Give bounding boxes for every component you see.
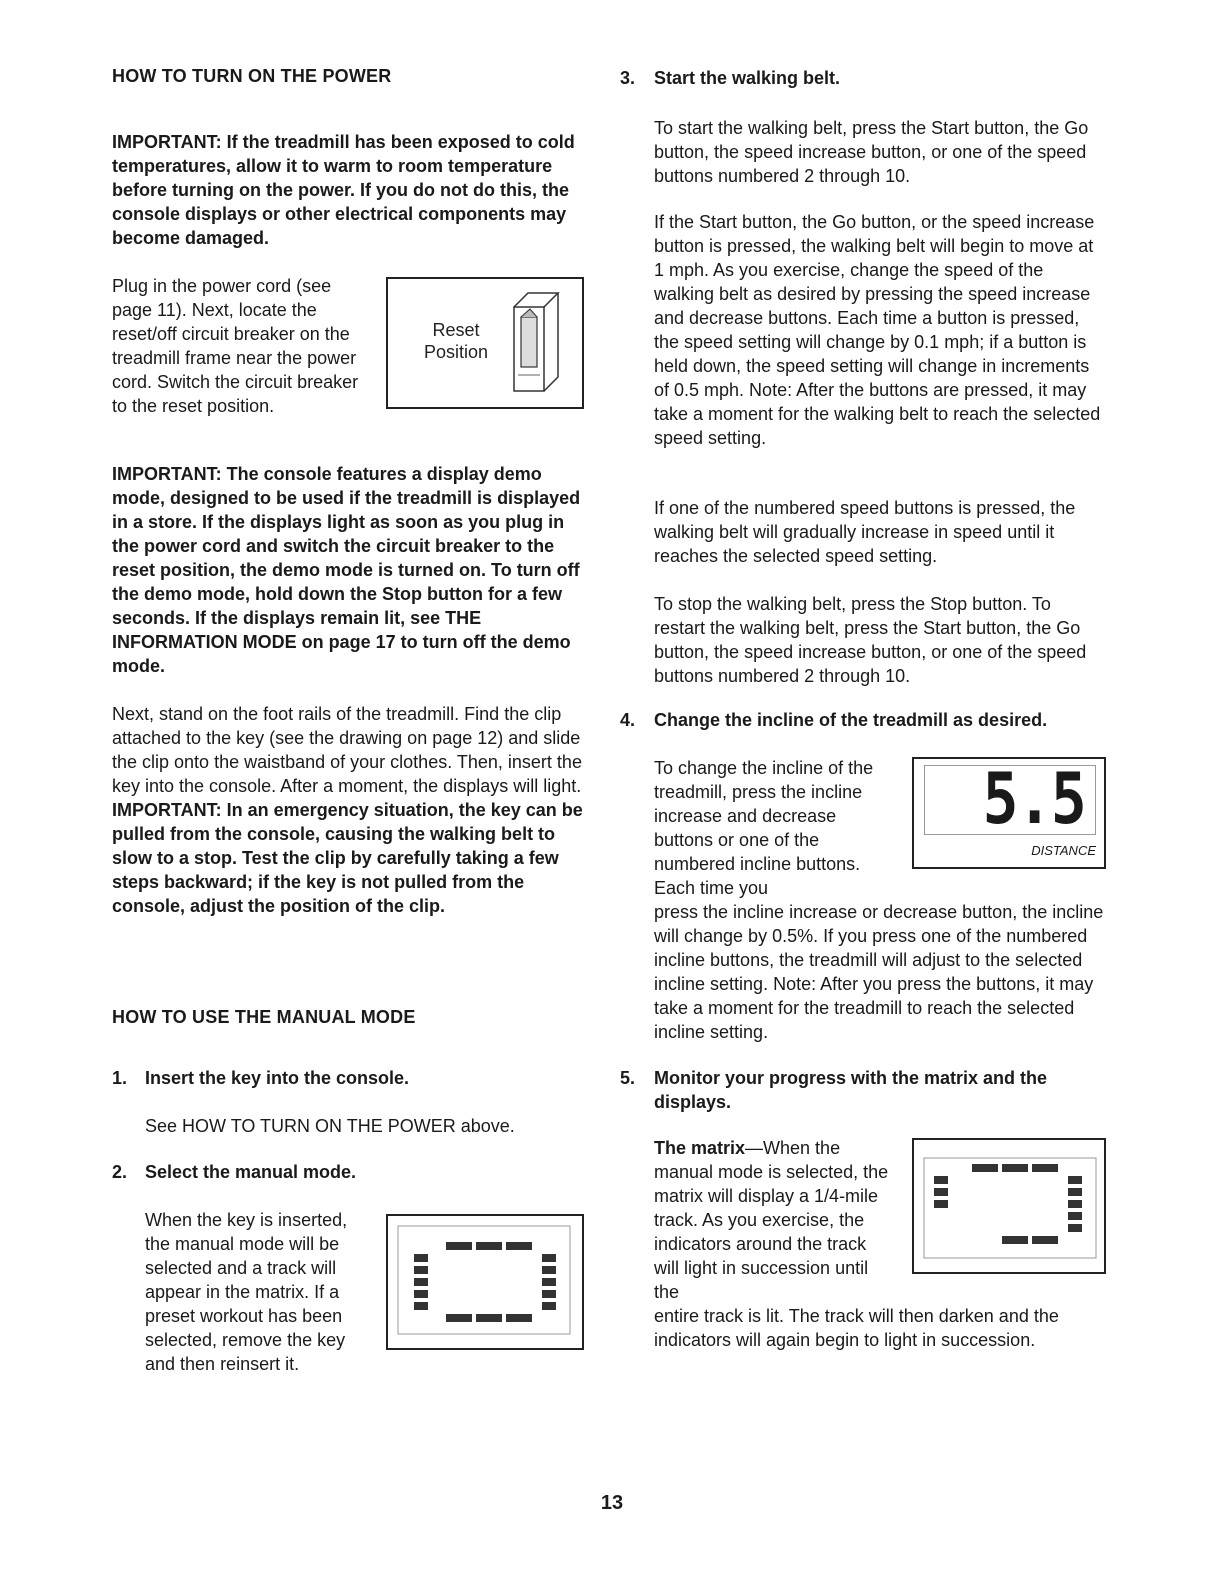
matrix-progress-icon — [918, 1144, 1102, 1268]
step-4-number: 4. — [620, 710, 636, 730]
matrix-track-icon — [392, 1220, 578, 1344]
step-3-number: 3. — [620, 68, 636, 88]
matrix-track-figure-1 — [386, 1214, 584, 1350]
step-3-paragraph-4: To stop the walking belt, press the Stop button. To restart the walking belt, press the Start button, the Go button, the speed increase button, or one of the speed buttons numbered 2 through 10. — [654, 594, 1087, 686]
position-label: Position — [423, 342, 489, 362]
step-1-number: 1. — [112, 1068, 128, 1088]
step-1-title: Insert the key into the console. — [145, 1068, 410, 1088]
foot-rails-paragraph — [112, 702, 594, 918]
step-2-number: 2. — [112, 1162, 128, 1182]
display-label: DISTANCE — [1031, 843, 1096, 858]
display-value: 5.5 — [982, 758, 1085, 840]
important-demo-mode: IMPORTANT: The console features a display demo mode, designed to be used if the treadmill is displayed in a store. If the displays light as soon as you plug in the power cord and switch the circuit breaker to the reset position, the demo mode is turned on. To turn off the demo mode, hold down the Stop button for a few seconds. If the displays remain lit, see THE INFORMATION MODE on page 17 to turn off the demo mode. — [112, 464, 581, 676]
reset-label: Reset — [432, 320, 480, 340]
step-3-title: Start the walking belt. — [654, 68, 841, 88]
matrix-lead: The matrix — [654, 1138, 746, 1158]
page-number: 13 — [600, 1492, 624, 1514]
step-3-paragraph-3: If one of the numbered speed buttons is pressed, the walking belt will gradually increase in speed until it reaches the selected speed setting. — [654, 498, 1076, 566]
power-heading: HOW TO TURN ON THE POWER — [112, 66, 392, 86]
step-5-text: entire track is lit. The track will then darken and the indicators will again begin to light in succession. — [654, 1306, 1059, 1350]
distance-display-figure — [912, 757, 1106, 869]
matrix-track-figure-2 — [912, 1138, 1106, 1274]
step-1-text: See HOW TO TURN ON THE POWER above. — [145, 1116, 515, 1136]
matrix-description: —When the manual mode is selected, the matrix will display a 1/4-mile track. As you exercise, the indicators around the track will light in succession until the — [654, 1138, 889, 1302]
step-4-wrapped-text: To change the incline of the treadmill, press the incline increase and decrease buttons or one of the numbered incline buttons. Each time you — [654, 758, 874, 898]
clip-instructions: Next, stand on the foot rails of the treadmill. Find the clip attached to the key (see the drawing on page 12) and slide the clip onto the waistband of your clothes. Then, insert the key into the console. After a moment, the displays will light. — [112, 704, 582, 796]
step-2-text: When the key is inserted, the manual mode will be selected and a track will appear in the matrix. If a preset workout has been selected, remove the key and then reinsert it. — [145, 1210, 348, 1374]
step-5-title: Monitor your progress with the matrix and the displays. — [654, 1068, 1048, 1112]
circuit-breaker-switch-icon — [506, 289, 566, 397]
step-3-paragraph-2: If the Start button, the Go button, or the speed increase button is pressed, the walking belt will begin to move at 1 mph. As you exercise, change the speed of the walking belt as desired by pressing the speed increase and decrease buttons. Each time a button is pressed, the speed setting will change by 0.1 mph; if a button is held down, the speed setting will change in increments of 0.5 mph. Note: After the buttons are pressed, it may take a moment for the walking belt to reach the selected speed setting. — [654, 212, 1101, 448]
step-5-wrapped-text — [654, 1136, 890, 1304]
reset-position-figure — [386, 277, 584, 409]
manual-mode-heading: HOW TO USE THE MANUAL MODE — [112, 1007, 416, 1027]
step-2-title: Select the manual mode. — [145, 1162, 357, 1182]
step-5-number: 5. — [620, 1068, 636, 1088]
distance-display-window — [924, 758, 1096, 840]
step-4-title: Change the incline of the treadmill as desired. — [654, 710, 1048, 730]
emergency-warning: IMPORTANT: In an emergency situation, the key can be pulled from the console, causing the walking belt to slow to a stop. Test the clip by carefully taking a few steps backward; if the key is not pulled from the console, adjust the position of the clip. — [112, 800, 583, 916]
plug-in-text: Plug in the power cord (see page 11). Next, locate the reset/off circuit breaker on the treadmill frame near the power cord. Switch the circuit breaker to the reset position. — [112, 276, 359, 416]
step-4-text: press the incline increase or decrease button, the incline will change by 0.5%. If you press one of the numbered incline buttons, the treadmill will adjust to the selected incline setting. Note: After you press the buttons, it may take a moment for the treadmill to reach the selected incline setting. — [654, 902, 1104, 1042]
step-3-paragraph-1: To start the walking belt, press the Start button, the Go button, the speed increase button, or one of the speed buttons numbered 2 through 10. — [654, 118, 1089, 186]
important-cold-warning: IMPORTANT: If the treadmill has been exposed to cold temperatures, allow it to warm to room temperature before turning on the power. If you do not do this, the console displays or other electrical components may become damaged. — [112, 132, 575, 248]
